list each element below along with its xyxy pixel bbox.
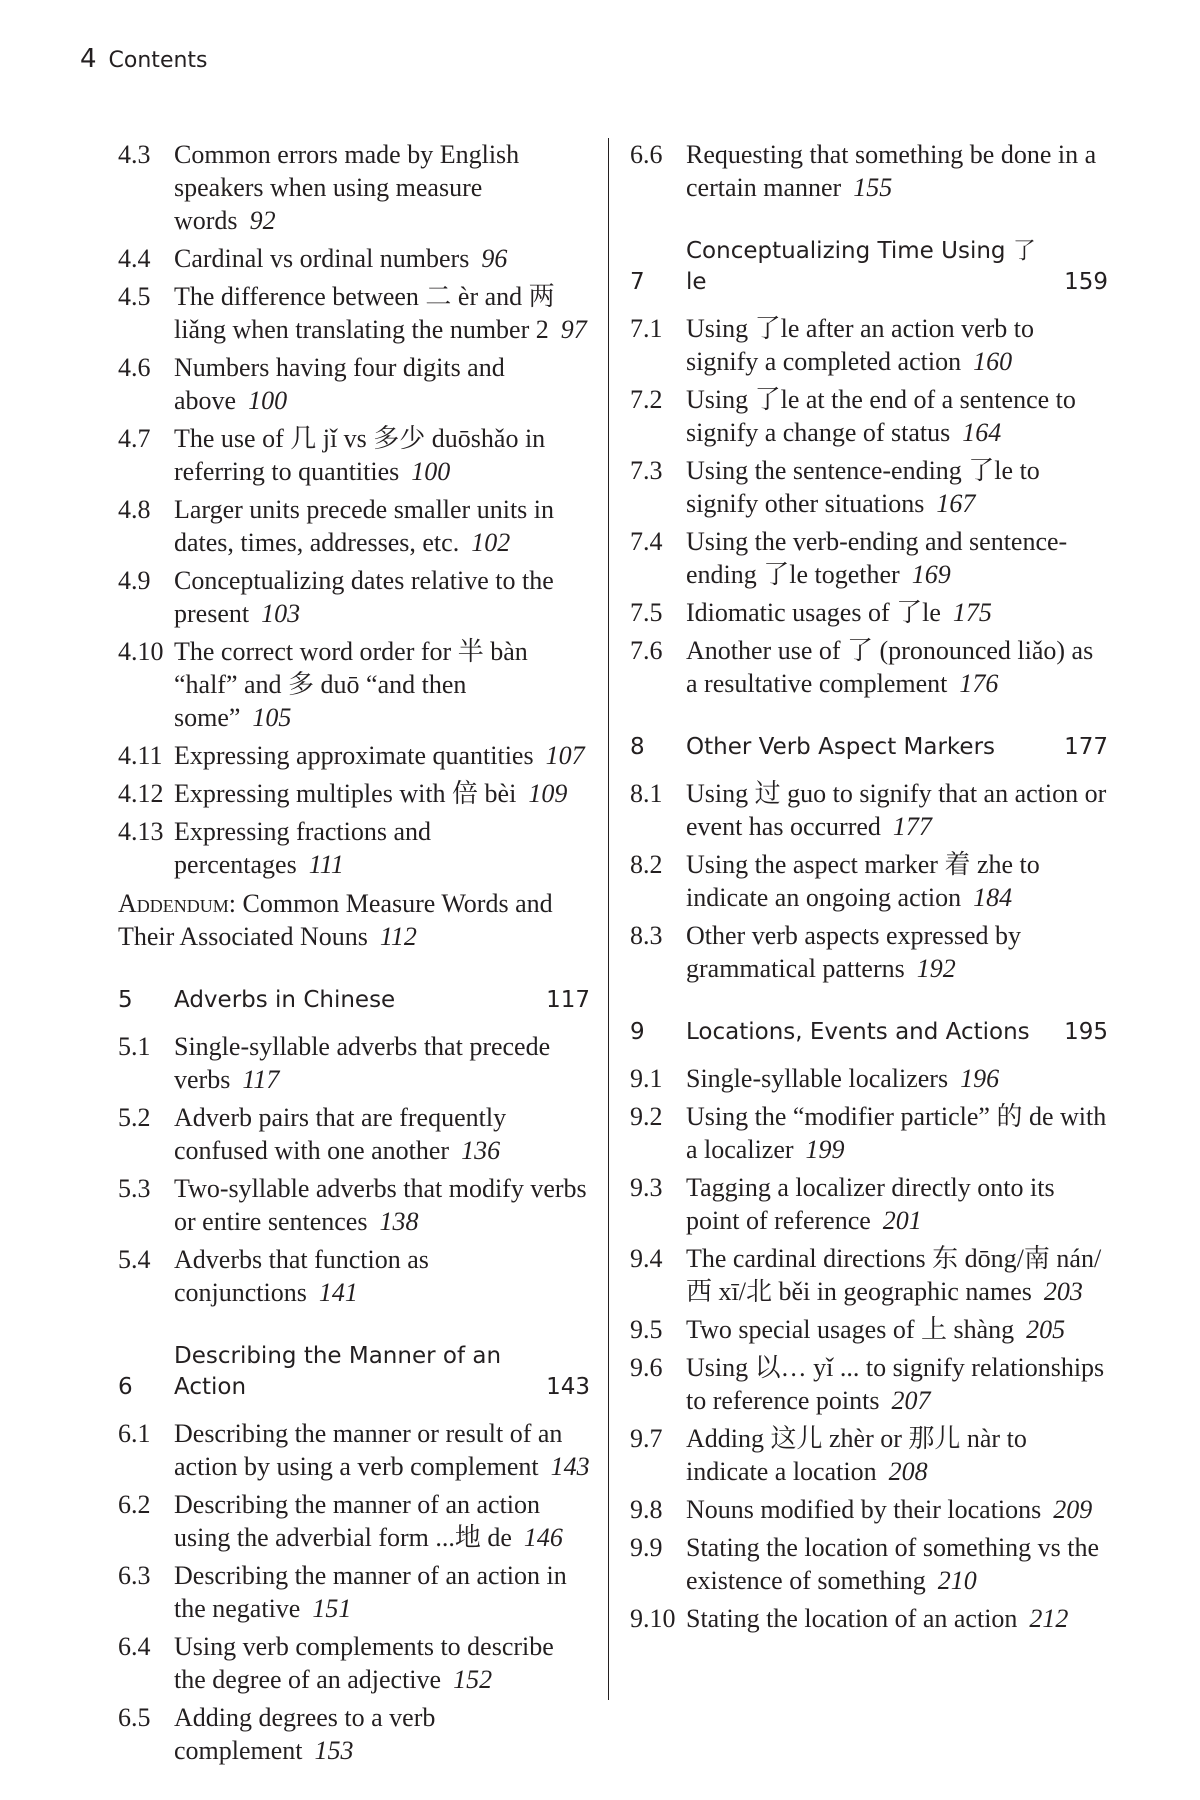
entry-page: 146 [523, 1523, 563, 1552]
chapter-number: 6 [118, 1374, 133, 1400]
addendum-text: Common Measure Words and Their Associated Nouns [118, 889, 553, 951]
entry-number: 4.9 [118, 566, 151, 595]
entry-page: 103 [261, 599, 301, 628]
entry-number: 4.6 [118, 353, 151, 382]
toc-entry[interactable] [630, 777, 1108, 843]
entry-text: Numbers having four digits and above 100 [174, 353, 505, 415]
entry-text: Another use of 了 (pronounced liǎo) as a resultative complement 176 [686, 636, 1094, 698]
entry-number: 4.10 [118, 637, 164, 666]
entry-text: The use of 几 jǐ vs 多少 duōshǎo in referring to quantities 100 [174, 424, 546, 486]
entry-number: 4.8 [118, 495, 151, 524]
toc-entry[interactable] [630, 383, 1108, 449]
toc-entry[interactable] [630, 1351, 1108, 1417]
entry-number: 4.13 [118, 817, 164, 846]
entry-text: Expressing approximate quantities 107 [174, 741, 585, 770]
toc-entry[interactable] [118, 1559, 590, 1625]
toc-entry[interactable] [118, 739, 590, 772]
toc-entry[interactable] [118, 1701, 590, 1767]
entry-page: 177 [892, 812, 932, 841]
entry-page: 175 [952, 598, 992, 627]
entry-number: 4.5 [118, 282, 151, 311]
chapter-page: 143 [546, 1374, 590, 1400]
entry-page: 196 [960, 1064, 1000, 1093]
entry-text: Cardinal vs ordinal numbers 96 [174, 244, 508, 273]
entry-number: 9.1 [630, 1064, 663, 1093]
entry-number: 5.3 [118, 1174, 151, 1203]
entry-number: 4.3 [118, 140, 151, 169]
entry-text: Using the “modifier particle” 的 de with a localizer 199 [686, 1102, 1107, 1164]
toc-entry[interactable] [118, 1172, 590, 1238]
entry-page: 107 [545, 741, 585, 770]
entry-page: 138 [379, 1207, 419, 1236]
entry-page: 192 [916, 954, 956, 983]
entry-number: 7.6 [630, 636, 663, 665]
entry-number: 9.4 [630, 1244, 663, 1273]
entry-number: 7.5 [630, 598, 663, 627]
chapter-heading[interactable] [630, 236, 1108, 298]
toc-entry[interactable] [630, 454, 1108, 520]
toc-entry[interactable] [630, 1242, 1108, 1308]
toc-addendum[interactable] [118, 887, 590, 953]
toc-right-column [630, 138, 1108, 1640]
toc-entry[interactable] [630, 1531, 1108, 1597]
toc-left-column [118, 138, 590, 1772]
entry-number: 7.3 [630, 456, 663, 485]
chapter-number: 9 [630, 1019, 645, 1045]
entry-number: 7.4 [630, 527, 663, 556]
entry-page: 184 [973, 883, 1013, 912]
chapter-title: Other Verb Aspect Markers [686, 734, 996, 760]
entry-text: Expressing fractions and percentages 111 [174, 817, 432, 879]
toc-entry[interactable] [118, 138, 590, 237]
chapter-title: Adverbs in Chinese [174, 987, 396, 1013]
entry-number: 7.2 [630, 385, 663, 414]
entry-number: 4.11 [118, 741, 163, 770]
entry-number: 9.7 [630, 1424, 663, 1453]
entry-page: 92 [249, 206, 276, 235]
chapter-heading[interactable] [118, 985, 590, 1016]
entry-text: Stating the location of an action 212 [686, 1604, 1069, 1633]
entry-text: The difference between 二 èr and 两 liǎng when translating the number 2 97 [174, 282, 587, 344]
entry-text: Conceptualizing dates relative to the present 103 [174, 566, 554, 628]
entry-page: 152 [453, 1665, 493, 1694]
toc-entry[interactable] [630, 525, 1108, 591]
running-head [80, 44, 208, 74]
running-head-title: Contents [108, 48, 208, 73]
entry-text: Adverb pairs that are frequently confused with one another 136 [174, 1103, 507, 1165]
chapter-page: 195 [1064, 1019, 1108, 1045]
chapter-page: 177 [1064, 734, 1108, 760]
entry-text: Two-syllable adverbs that modify verbs or entire sentences 138 [174, 1174, 587, 1236]
entry-text: Using the verb-ending and sentence-ending 了le together 169 [686, 527, 1068, 589]
toc-entry[interactable] [118, 777, 590, 810]
entry-page: 102 [471, 528, 511, 557]
entry-number: 9.2 [630, 1102, 663, 1131]
toc-entry[interactable] [630, 1062, 1108, 1095]
entry-page: 176 [959, 669, 999, 698]
toc-entry[interactable] [118, 280, 590, 346]
entry-page: 100 [248, 386, 288, 415]
chapter-heading[interactable] [630, 732, 1108, 763]
entry-page: 155 [853, 173, 893, 202]
entry-text: Single-syllable localizers 196 [686, 1064, 1000, 1093]
entry-text: Adding 这儿 zhèr or 那儿 nàr to indicate a location 208 [686, 1424, 1027, 1486]
entry-page: 208 [888, 1457, 928, 1486]
toc-entry[interactable] [630, 919, 1108, 985]
entry-number: 9.3 [630, 1173, 663, 1202]
toc-entry[interactable] [630, 312, 1108, 378]
entry-number: 9.6 [630, 1353, 663, 1382]
entry-page: 111 [308, 850, 344, 879]
entry-number: 4.4 [118, 244, 151, 273]
entry-page: 210 [937, 1566, 977, 1595]
column-divider [608, 138, 609, 1700]
entry-number: 9.5 [630, 1315, 663, 1344]
entry-page: 201 [882, 1206, 922, 1235]
entry-text: Larger units precede smaller units in dates, times, addresses, etc. 102 [174, 495, 555, 557]
entry-page: 112 [379, 922, 417, 951]
entry-text: Adverbs that function as conjunctions 141 [174, 1245, 429, 1307]
chapter-number: 7 [630, 269, 645, 295]
entry-text: Using the sentence-ending 了le to signify other situations 167 [686, 456, 1040, 518]
entry-number: 6.2 [118, 1490, 151, 1519]
entry-number: 6.4 [118, 1632, 151, 1661]
toc-entry[interactable] [630, 1313, 1108, 1346]
entry-text: Stating the location of something vs the existence of something 210 [686, 1533, 1100, 1595]
chapter-heading[interactable] [630, 1017, 1108, 1048]
entry-text: Adding degrees to a verb complement 153 [174, 1703, 436, 1765]
entry-number: 8.3 [630, 921, 663, 950]
entry-text: Expressing multiples with 倍 bèi 109 [174, 779, 568, 808]
entry-text: Using 过 guo to signify that an action or event has occurred 177 [686, 779, 1107, 841]
chapter-heading[interactable] [118, 1341, 590, 1403]
chapter-page: 117 [546, 987, 590, 1013]
entry-page: 212 [1029, 1604, 1069, 1633]
entry-page: 100 [411, 457, 451, 486]
toc-entry[interactable] [630, 848, 1108, 914]
chapter-number: 8 [630, 734, 645, 760]
addendum-label: Addendum: [118, 889, 236, 918]
toc-entry[interactable] [118, 815, 590, 881]
entry-page: 96 [481, 244, 508, 273]
entry-page: 199 [805, 1135, 845, 1164]
entry-number: 9.10 [630, 1604, 676, 1633]
entry-page: 205 [1026, 1315, 1066, 1344]
toc-entry[interactable] [118, 1488, 590, 1554]
entry-number: 4.7 [118, 424, 151, 453]
entry-number: 4.12 [118, 779, 164, 808]
entry-page: 97 [560, 315, 587, 344]
entry-number: 8.1 [630, 779, 663, 808]
entry-number: 5.4 [118, 1245, 151, 1274]
toc-entry[interactable] [118, 635, 590, 734]
entry-text: Requesting that something be done in a certain manner 155 [686, 140, 1097, 202]
entry-number: 5.1 [118, 1032, 151, 1061]
chapter-title: Describing the Manner of an Action [174, 1343, 502, 1400]
toc-entry[interactable] [118, 1630, 590, 1696]
entry-text: Idiomatic usages of 了le 175 [686, 598, 992, 627]
page-number: 4 [80, 44, 97, 74]
entry-page: 143 [550, 1452, 590, 1481]
entry-page: 153 [314, 1736, 354, 1765]
entry-page: 207 [891, 1386, 931, 1415]
chapter-number: 5 [118, 987, 133, 1013]
toc-entry[interactable] [118, 242, 590, 275]
entry-page: 117 [242, 1065, 280, 1094]
toc-entry[interactable] [630, 634, 1108, 700]
toc-entry[interactable] [118, 422, 590, 488]
entry-page: 167 [936, 489, 976, 518]
entry-page: 160 [973, 347, 1013, 376]
toc-entry[interactable] [118, 1417, 590, 1483]
entry-page: 136 [461, 1136, 501, 1165]
entry-page: 105 [252, 703, 292, 732]
entry-number: 6.1 [118, 1419, 151, 1448]
entry-number: 5.2 [118, 1103, 151, 1132]
entry-text: Using the aspect marker 着 zhe to indicate an ongoing action 184 [686, 850, 1040, 912]
entry-number: 6.6 [630, 140, 663, 169]
entry-number: 9.9 [630, 1533, 663, 1562]
entry-number: 8.2 [630, 850, 663, 879]
toc-entry[interactable] [630, 1100, 1108, 1166]
entry-text: Describing the manner of an action in the negative 151 [174, 1561, 567, 1623]
toc-entry[interactable] [630, 1493, 1108, 1526]
toc-entry[interactable] [118, 1243, 590, 1309]
entry-text: Describing the manner of an action using the adverbial form ...地 de 146 [174, 1490, 563, 1552]
toc-entry[interactable] [630, 138, 1108, 204]
toc-entry[interactable] [118, 1101, 590, 1167]
entry-text: Other verb aspects expressed by grammatical patterns 192 [686, 921, 1021, 983]
entry-number: 6.5 [118, 1703, 151, 1732]
entry-text: Using 以… yǐ ... to signify relationships to reference points 207 [686, 1353, 1105, 1415]
toc-entry[interactable] [118, 493, 590, 559]
entry-text: Using 了le after an action verb to signify a completed action 160 [686, 314, 1034, 376]
toc-entry[interactable] [630, 1602, 1108, 1635]
toc-entry[interactable] [630, 1422, 1108, 1488]
entry-page: 209 [1053, 1495, 1093, 1524]
entry-text: Using 了le at the end of a sentence to signify a change of status 164 [686, 385, 1076, 447]
toc-entry[interactable] [118, 1030, 590, 1096]
entry-page: 169 [911, 560, 951, 589]
toc-entry[interactable] [630, 1171, 1108, 1237]
entry-page: 203 [1043, 1277, 1083, 1306]
entry-page: 109 [528, 779, 568, 808]
entry-number: 9.8 [630, 1495, 663, 1524]
entry-text: Using verb complements to describe the degree of an adjective 152 [174, 1632, 554, 1694]
entry-text: Tagging a localizer directly onto its point of reference 201 [686, 1173, 1055, 1235]
chapter-title: Conceptualizing Time Using 了le [686, 238, 1036, 295]
entry-page: 151 [312, 1594, 352, 1623]
entry-number: 6.3 [118, 1561, 151, 1590]
entry-text: Single-syllable adverbs that precede verbs 117 [174, 1032, 551, 1094]
entry-text: The cardinal directions 东 dōng/南 nán/西 xī/北 běi in geographic names 203 [686, 1244, 1102, 1306]
entry-text: Two special usages of 上 shàng 205 [686, 1315, 1066, 1344]
entry-number: 7.1 [630, 314, 663, 343]
toc-entry[interactable] [118, 564, 590, 630]
entry-text: The correct word order for 半 bàn “half” and 多 duō “and then some” 105 [174, 637, 528, 732]
entry-text: Describing the manner or result of an action by using a verb complement 143 [174, 1419, 590, 1481]
entry-text: Nouns modified by their locations 209 [686, 1495, 1093, 1524]
entry-page: 164 [962, 418, 1002, 447]
toc-entry[interactable] [118, 351, 590, 417]
chapter-page: 159 [1064, 269, 1108, 295]
toc-entry[interactable] [630, 596, 1108, 629]
chapter-title: Locations, Events and Actions [686, 1019, 1030, 1045]
entry-text: Common errors made by English speakers when using measure words 92 [174, 140, 520, 235]
entry-page: 141 [318, 1278, 358, 1307]
